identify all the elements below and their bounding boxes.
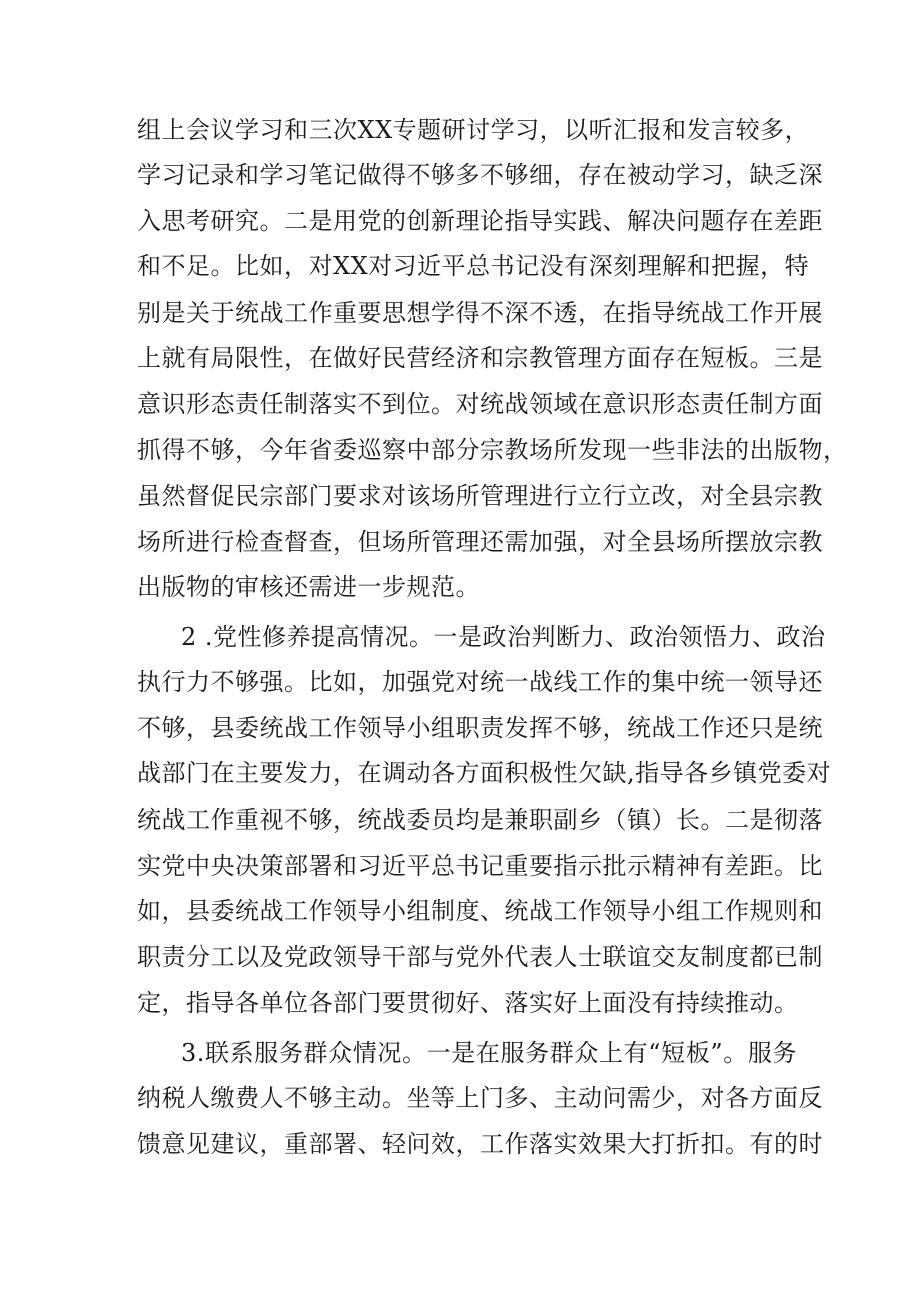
text-line: 实党中央决策部署和习近平总书记重要指示批示精神有差距。比 [137,852,823,880]
text-line: 定，指导各单位各部门要贯彻好、落实好上面没有持续推动。 [137,989,799,1017]
text-line: 战部门在主要发力，在调动各方面积极性欠缺,指导各乡镇党委对 [137,759,832,787]
text-line: 统战工作重视不够，统战委员均是兼职副乡（镇）长。二是彻落 [137,806,823,834]
text-line: 上就有局限性，在做好民营经济和宗教管理方面存在短板。三是 [137,344,823,372]
text-line: 入思考研究。二是用党的创新理论指导实践、解决问题存在差距 [137,207,823,235]
paragraph-heading: 2 .党性修养提高情况。一是政治判断力、政治领悟力、政治 [181,623,826,651]
text-line: 出版物的审核还需进一步规范。 [137,573,480,601]
text-line: 如，县委统战工作领导小组制度、统战工作领导小组工作规则和 [137,897,823,925]
text-line: 组上会议学习和三次XX专题研讨学习，以听汇报和发言较多， [137,116,810,144]
text-line: 和不足。比如，对XX对习近平总书记没有深刻理解和把握，特 [137,252,810,280]
text-line: 意识形态责任制落实不到位。对统战领域在意识形态责任制方面 [137,390,823,418]
text-line: 纳税人缴费人不够主动。坐等上门多、主动问需少，对各方面反 [137,1084,823,1112]
text-line: 虽然督促民宗部门要求对该场所管理进行立行立改，对全县宗教 [137,482,823,510]
text-line: 场所进行检查督查，但场所管理还需加强，对全县场所摆放宗教 [137,528,823,556]
text-line: 抓得不够，今年省委巡察中部分宗教场所发现一些非法的出版物， [137,436,848,464]
text-line: 执行力不够强。比如，加强党对统一战线工作的集中统一领导还 [137,668,823,696]
text-line: 别是关于统战工作重要思想学得不深不透，在指导统战工作开展 [137,299,823,327]
text-line: 不够，县委统战工作领导小组职责发挥不够，统战工作还只是统 [137,714,823,742]
text-line: 职责分工以及党政领导干部与党外代表人士联谊交友制度都已制 [137,943,823,971]
paragraph-heading: 3.联系服务群众情况。一是在服务群众上有“短板”。服务 [181,1039,797,1067]
text-line: 馈意见建议，重部署、轻问效，工作落实效果大打折扣。有的时 [137,1130,823,1158]
text-line: 学习记录和学习笔记做得不够多不够细，存在被动学习，缺乏深 [137,161,823,189]
